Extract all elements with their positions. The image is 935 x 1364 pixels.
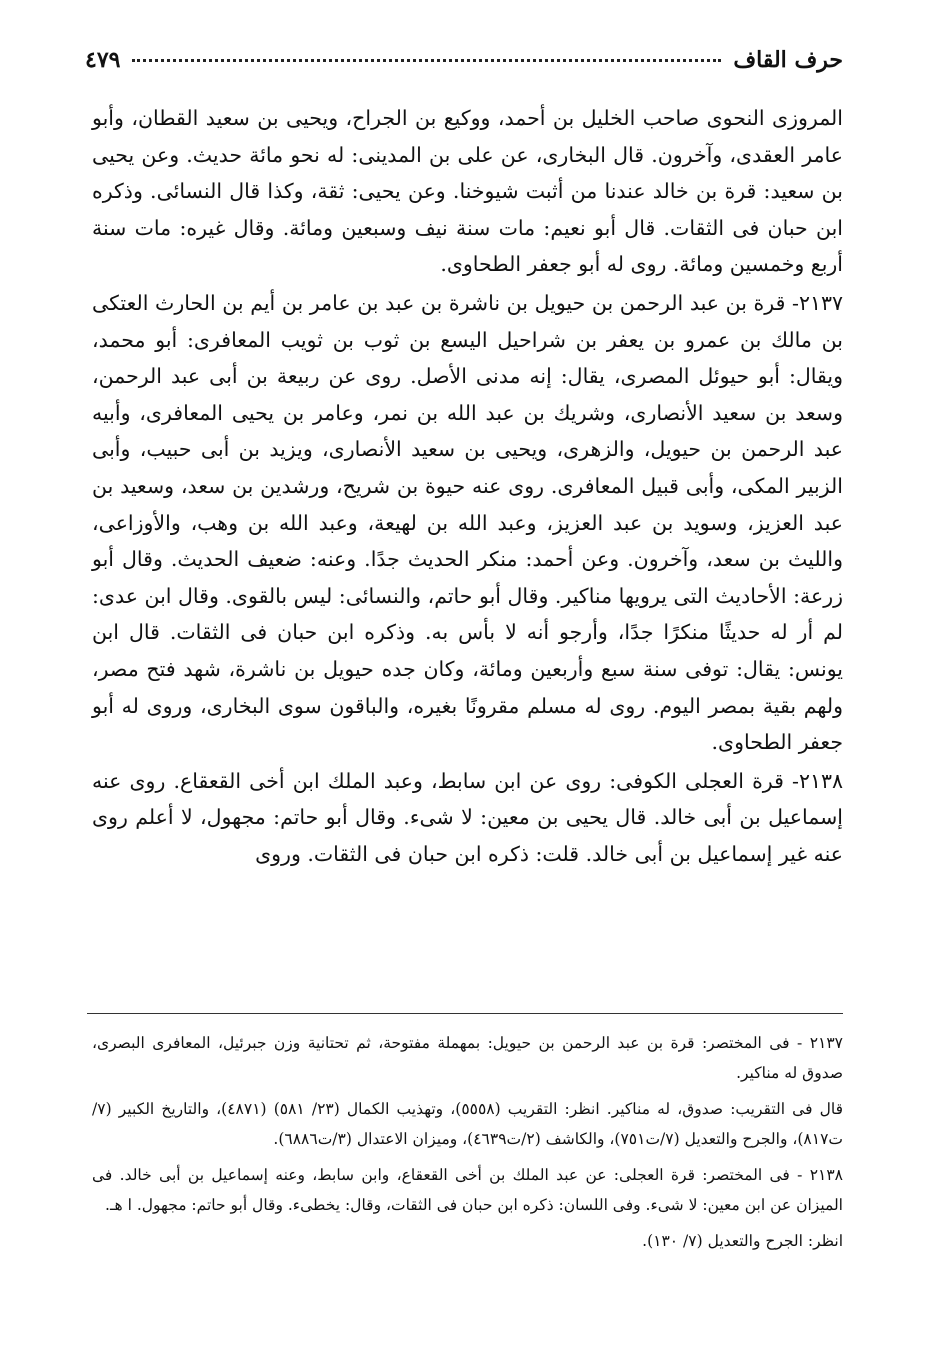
- entry-2137: ٢١٣٧- قرة بن عبد الرحمن بن حيويل بن ناشرة بن عبد بن عامر بن أيم بن الحارث العتكى بن مالك بن عمرو بن يعفر بن شراحيل اليسع بن ثوب بن ثويب المعافرى: أبو محمد، ويقال: أبو حيوئل المصرى، يقال: إنه مدنى الأصل. روى عن ربيعة بن أبى عبد الرحمن، وسعد بن سعيد الأنصارى، وشريك بن عبد الله بن نمر، وعامر بن يحيى المعافرى، وأبيه عبد الرحمن بن حيويل، والزهرى، ويحيى بن سعيد الأنصارى، ويزيد بن أبى حبيب، وأبى الزبير المكى، وأبى قبيل المعافرى. روى عنه حيوة بن شريح، ورشدين بن سعد، وسعيد بن عبد العزيز، وسويد بن عبد العزيز، وعبد الله بن لهيعة، وعبد الله بن وهب، والأوزاعى، والليث بن سعد، وآخرون. وعن أحمد: منكر الحديث جدًا. وعنه: ضعيف الحديث. وقال أبو زرعة: الأحاديث التى يرويها مناكير. وقال أبو حاتم، والنسائى: ليس بالقوى. وقال ابن عدى: لم أر له حديثًا منكرًا جدًا، وأرجو أنه لا بأس به. وذكره ابن حبان فى الثقات. قال ابن يونس: يقال: توفى سنة سبع وأربعين ومائة، وكان جده حيويل بن ناشرة، شهد فتح مصر، ولهم بقية بمصر اليوم. روى له مسلم مقرونًا بغيره، والباقون سوى البخارى، وروى له أبو جعفر الطحاوى.: [92, 290, 843, 755]
- footnote-2138: ٢١٣٨ - فى المختصر: قرة العجلى: عن عبد الملك بن أخى القعقاع، وابن سابط، وعنه إسماعيل بن أبى خالد. فى الميزان عن ابن معين: لا شىء. وفى اللسان: ذكره ابن حبان فى الثقات، وقال: يخطىء. وقال أبو حاتم: مجهول. ا هـ.: [92, 1166, 843, 1214]
- paragraph-continuation: المروزى النحوى صاحب الخليل بن أحمد، ووكيع بن الجراح، ويحيى بن سعيد القطان، وأبو عامر العقدى، وآخرون. قال البخارى، عن على بن المدينى: له نحو مائة حديث. وعن يحيى بن سعيد: قرة بن خالد عندنا من أثبت شيوخنا. وعن يحيى: ثقة، وكذا قال النسائى. وذكره ابن حبان فى الثقات. قال أبو نعيم: مات سنة نيف وسبعين ومائة. وقال غيره: مات سنة أربع وخمسين ومائة. روى له أبو جعفر الطحاوى.: [92, 106, 843, 277]
- footnotes: [92, 1028, 843, 1262]
- main-text: [92, 100, 843, 872]
- footnote-separator: [87, 1013, 843, 1014]
- footnote-2138-references: انظر: الجرح والتعديل (٧/ ١٣٠).: [642, 1232, 843, 1250]
- header-dot-leader: [132, 59, 721, 62]
- running-header: [85, 40, 843, 80]
- page-number: ٤٧٩: [85, 47, 121, 73]
- footnote-2137: ٢١٣٧ - فى المختصر: قرة بن عبد الرحمن بن حيويل: بمهملة مفتوحة، ثم تحتانية وزن جبرئيل، المعافرى البصرى، صدوق له مناكير.: [92, 1034, 843, 1082]
- chapter-title: حرف القاف: [733, 47, 843, 73]
- footnote-2137-references: قال فى التقريب: صدوق، له مناكير. انظر: التقريب (٥٥٥٨)، وتهذيب الكمال (٢٣/ ٥٨١) (٤٨٧١)، والتاريخ الكبير (٧/ت٨١٧)، والجرح والتعديل (٧/ت٧٥١)، والكاشف (٢/ت٤٦٣٩)، وميزان الاعتدال (٣/ت٦٨٨٦).: [92, 1100, 843, 1148]
- entry-2138: ٢١٣٨- قرة العجلى الكوفى: روى عن ابن سابط، وعبد الملك ابن أخى القعقاع. روى عنه إسماعيل بن أبى خالد. قال يحيى بن معين: لا شىء. وقال أبو حاتم: مجهول، لا أعلم روى عنه غير إسماعيل بن أبى خالد. قلت: ذكره ابن حبان فى الثقات. وروى: [92, 768, 843, 866]
